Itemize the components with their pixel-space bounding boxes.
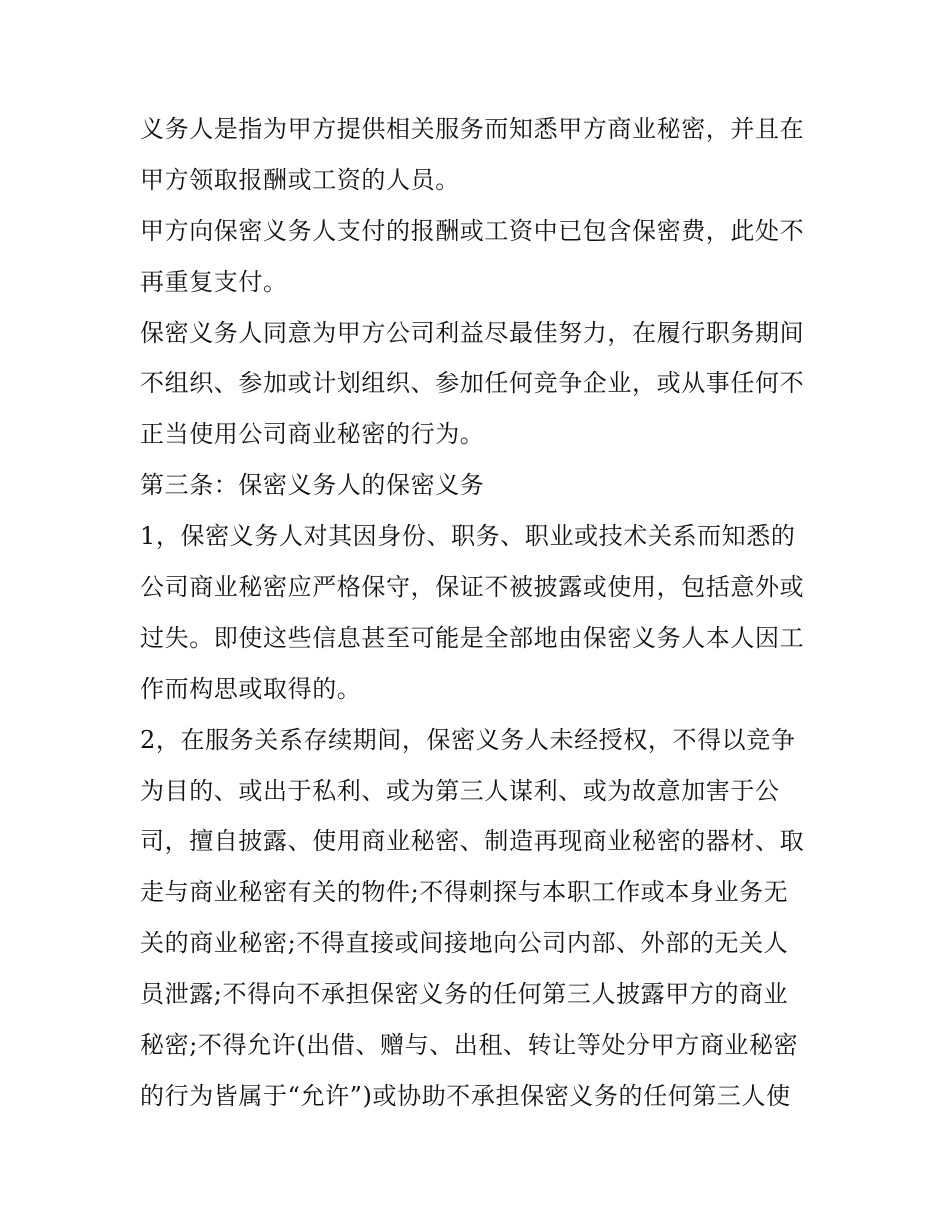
text-line: 再重复支付。 <box>140 267 288 296</box>
text-line: 1，保密义务人对其因身份、职务、职业或技术关系而知悉的 <box>140 522 796 551</box>
text-line: 员泄露;不得向不承担保密义务的任何第三人披露甲方的商业 <box>140 980 789 1009</box>
text-line: 的行为皆属于“允许”)或协助不承担保密义务的任何第三人使 <box>140 1081 791 1110</box>
text-line: 不组织、参加或计划组织、参加任何竞争企业，或从事任何不 <box>140 369 805 398</box>
section-heading: 第三条：保密义务人的保密义务 <box>140 471 485 500</box>
text-line: 2，在服务关系存续期间，保密义务人未经授权，不得以竞争 <box>140 725 796 754</box>
text-line: 保密义务人同意为甲方公司利益尽最佳努力，在履行职务期间 <box>140 318 805 347</box>
text-line: 义务人是指为甲方提供相关服务而知悉甲方商业秘密，并且在 <box>140 115 805 143</box>
text-line: 司，擅自披露、使用商业秘密、制造再现商业秘密的器材、取 <box>140 827 805 856</box>
text-line: 走与商业秘密有关的物件;不得刺探与本职工作或本身业务无 <box>140 878 789 907</box>
text-line: 秘密;不得允许(出借、赠与、出租、转让等处分甲方商业秘密 <box>140 1031 799 1060</box>
text-line: 作而构思或取得的。 <box>140 674 362 703</box>
text-line: 关的商业秘密;不得直接或间接地向公司内部、外部的无关人 <box>140 929 789 958</box>
text-line: 为目的、或出于私利、或为第三人谋利、或为故意加害于公 <box>140 776 780 805</box>
text-line: 公司商业秘密应严格保守，保证不被披露或使用，包括意外或 <box>140 573 805 602</box>
text-line: 甲方领取报酬或工资的人员。 <box>140 165 460 194</box>
text-line: 正当使用公司商业秘密的行为。 <box>140 420 485 449</box>
text-line: 过失。即使这些信息甚至可能是全部地由保密义务人本人因工 <box>140 623 805 652</box>
text-line: 甲方向保密义务人支付的报酬或工资中已包含保密费，此处不 <box>140 216 805 245</box>
document-body <box>140 104 830 1122</box>
